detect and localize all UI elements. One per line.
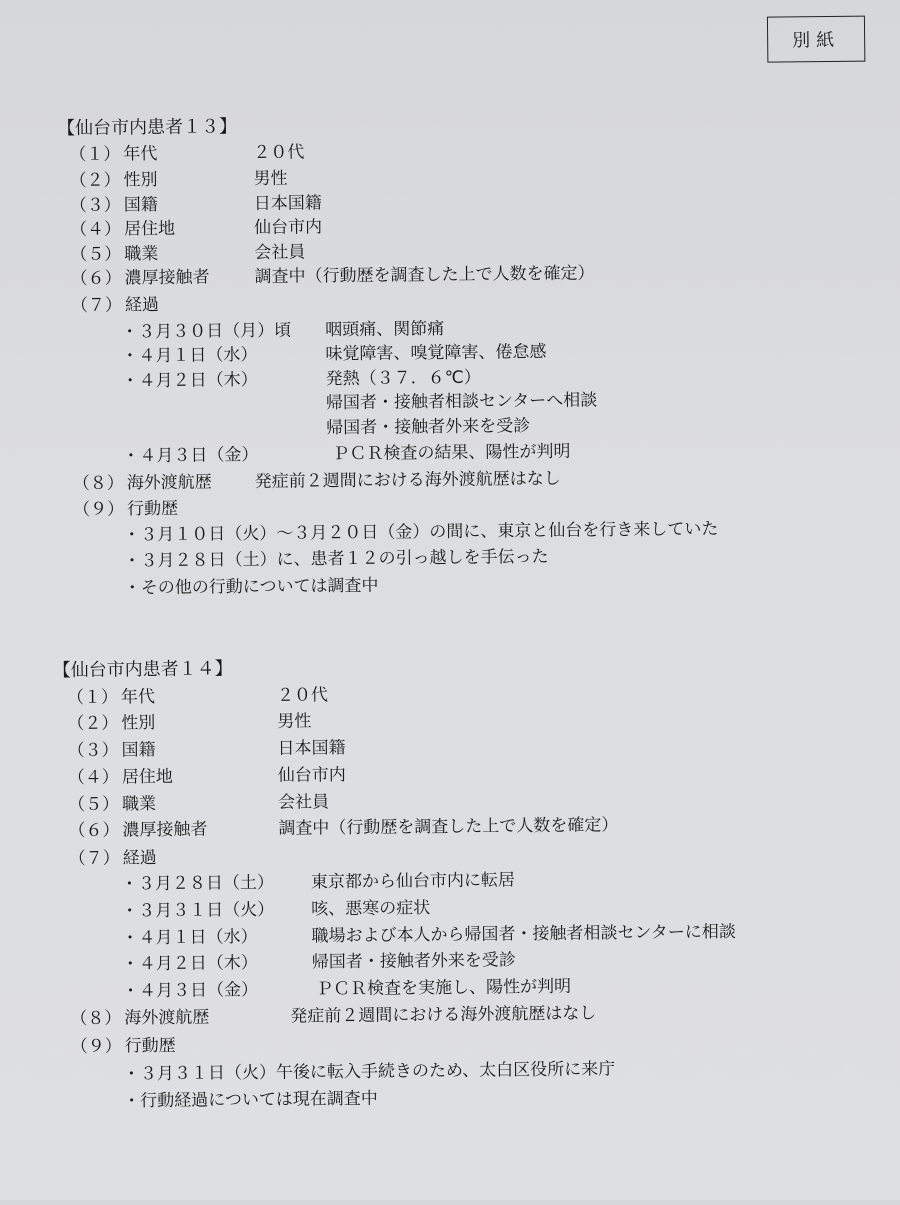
progress-date: ・４月１日（水） — [121, 345, 258, 367]
field-number: （１） — [69, 144, 121, 165]
progress-date: ・４月１日（水） — [121, 927, 258, 949]
field-number: （９） — [70, 1036, 122, 1057]
field-number: （２） — [67, 713, 119, 735]
field-number: （７） — [70, 295, 123, 316]
field-value: 男性 — [277, 711, 312, 732]
progress-text: 味覚障害、嗅覚障害、倦怠感 — [325, 341, 547, 365]
progress-text: 咽頭痛、関節痛 — [325, 319, 445, 341]
field-label: 国籍 — [121, 740, 156, 761]
field-value: 調査中（行動歴を調査した上で人数を確定） — [254, 263, 595, 288]
field-label: 国籍 — [123, 195, 158, 216]
field-number: （５） — [68, 794, 120, 816]
progress-text: 帰国者・接触者相談センターへ相談 — [325, 390, 598, 414]
field-label: 職業 — [124, 244, 159, 265]
field-value: 日本国籍 — [253, 193, 322, 215]
field-value: 仙台市内 — [253, 217, 323, 239]
progress-text: 咳、悪寒の症状 — [311, 898, 431, 920]
field-value: 発症前２週間における海外渡航歴はなし — [254, 468, 561, 493]
field-number: （６） — [68, 820, 120, 842]
patient-heading: 【仙台市内患者１４】 — [52, 658, 233, 682]
field-label: 濃厚接触者 — [122, 819, 208, 841]
field-label: 海外渡航歴 — [126, 472, 212, 494]
progress-date: ・３月３１日（火） — [121, 899, 275, 922]
progress-text: 発熱（３７．６℃） — [325, 367, 481, 390]
field-label: 行動歴 — [124, 1035, 176, 1057]
field-value: 日本国籍 — [277, 738, 346, 759]
field-value: 会社員 — [254, 242, 306, 264]
progress-text: 帰国者・接触者外来を受診 — [326, 416, 531, 439]
progress-date: ・３月２８日（土） — [120, 872, 275, 895]
field-number: （６） — [70, 268, 122, 289]
progress-text: 帰国者・接触者外来を受診 — [311, 950, 516, 973]
field-number: （８） — [72, 473, 124, 494]
activity-note: ・３月３１日（火）午後に転入手続きのため、太白区役所に来庁 — [122, 1059, 616, 1085]
field-label: 経過 — [122, 848, 157, 869]
field-number: （９） — [72, 499, 125, 520]
field-number: （４） — [69, 219, 122, 240]
progress-date: ・４月３日（金） — [121, 980, 259, 1002]
progress-date: ・４月２日（木） — [121, 370, 258, 392]
field-number: （１） — [66, 687, 119, 709]
field-value: 男性 — [253, 168, 288, 190]
field-label: 性別 — [123, 170, 158, 191]
field-value: 発症前２週間における海外渡航歴はなし — [290, 1003, 597, 1027]
progress-text: 東京都から仙台市内に転居 — [310, 870, 516, 893]
activity-note: ・行動経過については現在調査中 — [123, 1088, 378, 1112]
activity-note: ・３月２８日（土）に、患者１２の引っ越しを手伝った — [123, 546, 549, 572]
patient-heading: 【仙台市内患者１３】 — [56, 116, 238, 140]
field-label: 経過 — [124, 295, 159, 316]
field-label: 職業 — [122, 794, 157, 815]
field-number: （３） — [67, 740, 119, 762]
progress-text: ＰＣＲ検査を実施し、陽性が判明 — [315, 976, 572, 1000]
progress-text: 職場および本人から帰国者・接触者相談センターに相談 — [311, 922, 736, 947]
field-value: 調査中（行動歴を調査した上で人数を確定） — [278, 815, 619, 839]
progress-text: ＰＣＲ検査の結果、陽性が判明 — [332, 441, 571, 465]
field-label: 濃厚接触者 — [124, 267, 210, 289]
field-label: 年代 — [120, 687, 156, 708]
progress-date: ・３月３０日（月）頃 — [121, 320, 292, 343]
field-label: 海外渡航歴 — [124, 1007, 210, 1029]
field-label: 性別 — [121, 713, 156, 734]
attachment-stamp: 別紙 — [767, 16, 865, 63]
field-value: 会社員 — [278, 792, 330, 813]
progress-date: ・４月３日（金） — [122, 444, 259, 467]
field-label: 行動歴 — [126, 498, 179, 520]
field-number: （８） — [70, 1008, 122, 1029]
field-number: （４） — [67, 767, 119, 789]
field-number: （２） — [69, 170, 121, 191]
field-number: （５） — [70, 244, 122, 265]
field-label: 居住地 — [123, 218, 176, 240]
field-value: ２０代 — [276, 685, 329, 706]
field-number: （７） — [68, 848, 120, 870]
field-value: ２０代 — [253, 142, 305, 164]
activity-note: ・３月１０日（火）～３月２０日（金）の間に、東京と仙台を行き来していた — [123, 519, 719, 546]
field-label: 年代 — [123, 144, 158, 165]
progress-date: ・４月２日（木） — [121, 953, 258, 975]
field-number: （３） — [69, 195, 121, 216]
field-value: 仙台市内 — [277, 765, 346, 786]
activity-note: ・その他の行動については調査中 — [123, 575, 379, 599]
field-label: 居住地 — [121, 766, 173, 788]
